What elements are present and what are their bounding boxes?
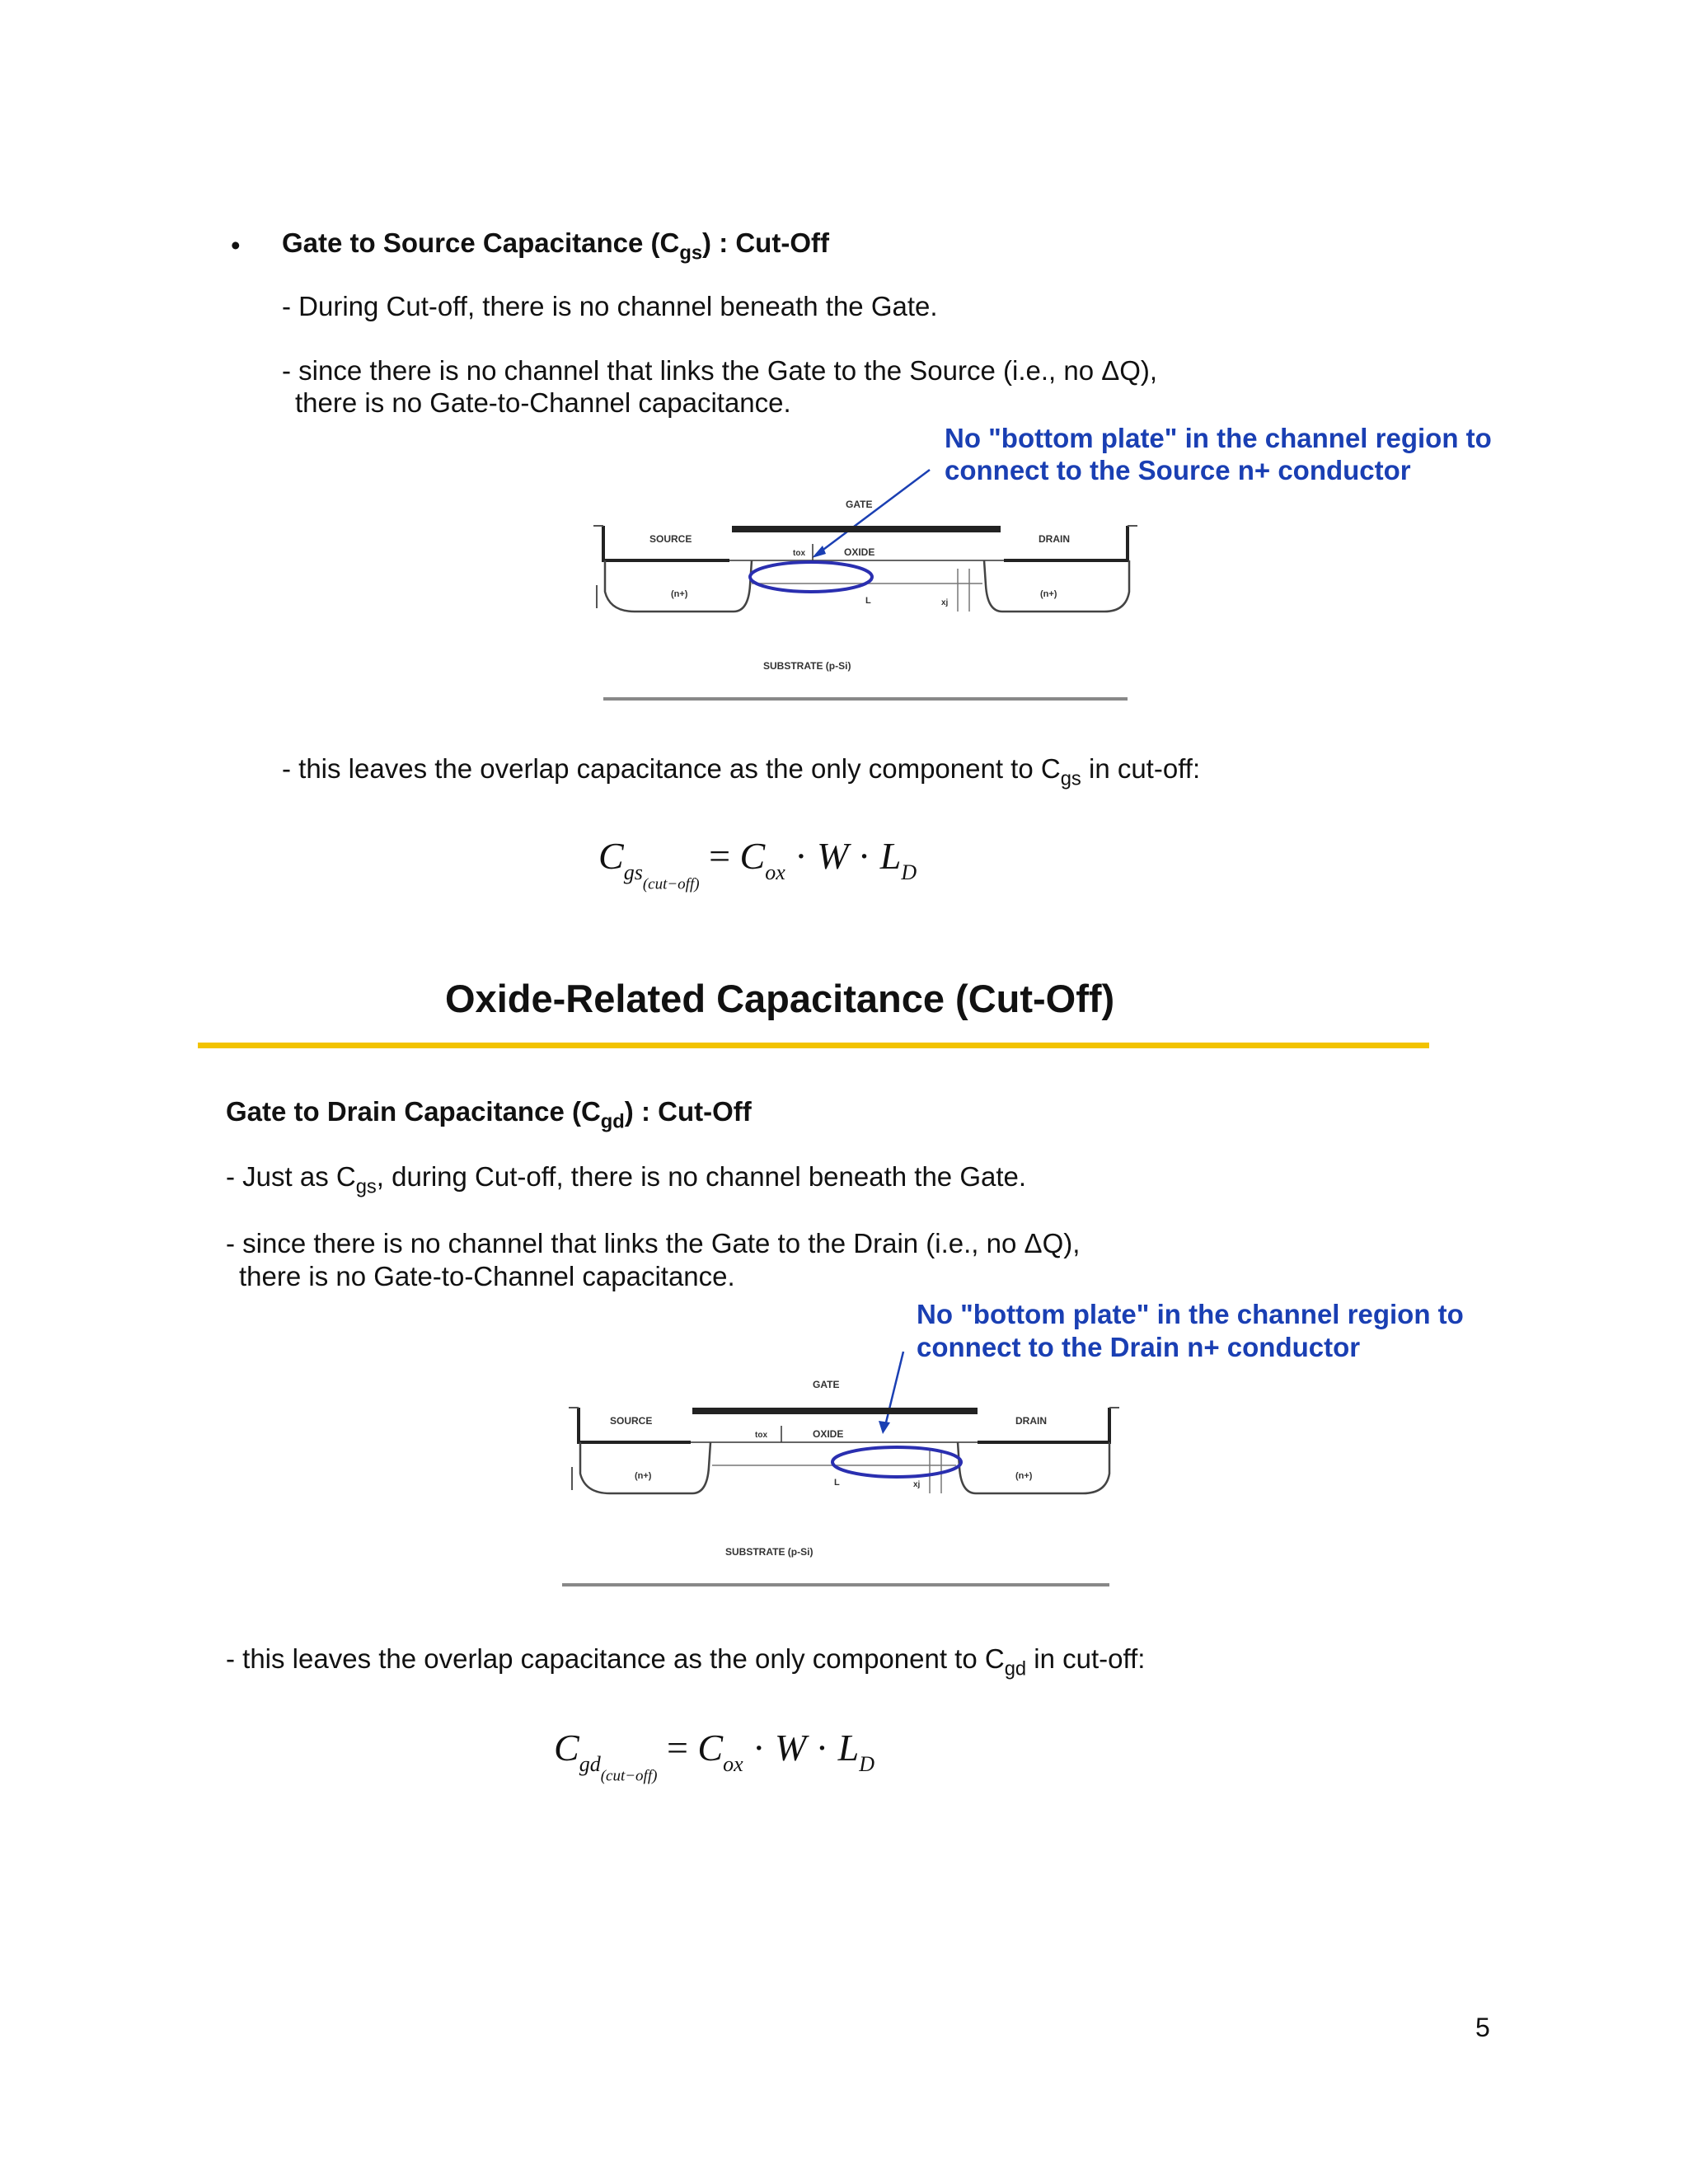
bullet: • — [231, 230, 241, 260]
gate-label: GATE — [813, 1379, 840, 1390]
l-label: L — [834, 1478, 840, 1488]
paragraph-no-link-drain-line2: there is no Gate-to-Channel capacitance. — [239, 1261, 735, 1291]
xj-label: xj — [913, 1480, 921, 1489]
oxide-label: OXIDE — [813, 1428, 844, 1440]
source-label: SOURCE — [649, 533, 692, 545]
slide-heading: Oxide-Related Capacitance (Cut-Off) — [445, 977, 1115, 1020]
paragraph-no-channel: - During Cut-off, there is no channel beneath the Gate. — [282, 291, 938, 321]
l-label: L — [865, 596, 871, 606]
n-plus-left: (n+) — [635, 1471, 652, 1481]
substrate-label: SUBSTRATE (p-Si) — [725, 1546, 814, 1558]
substrate-label: SUBSTRATE (p-Si) — [763, 660, 851, 672]
tox-label: tox — [793, 549, 805, 558]
paragraph-leaves-cgs: - this leaves the overlap capacitance as the only component to $C_{gs}$ in cut-off: — [282, 753, 1201, 790]
paragraph-leaves-cgd: - this leaves the overlap capacitance as the only component to $C_{gd}$ in cut-off: — [226, 1643, 1146, 1680]
paragraph-no-link-line1: - since there is no channel that links the Gate to the Source (i.e., no ΔQ), — [282, 355, 1158, 386]
tox-label: tox — [755, 1431, 767, 1440]
paragraph-just-as-cgs: - Just as $C_{gs}$, during Cut-off, there is no channel beneath the Gate. — [226, 1161, 1027, 1198]
annotation-source-line1: No "bottom plate" in the channel region to — [945, 423, 1492, 453]
annotation-source-line2: connect to the Source n+ conductor — [945, 455, 1411, 485]
section-title-cgd: Gate to Drain Capacitance $(C_{gd})$ : Cut-Off — [226, 1096, 752, 1133]
xj-label: xj — [941, 598, 949, 607]
oxide-label: OXIDE — [844, 546, 875, 558]
page-number: 5 — [1475, 2013, 1490, 2042]
section-title-cgs: Gate to Source Capacitance $(C_{gs})$ : Cut-Off — [282, 227, 829, 265]
annotation-drain-line1: No "bottom plate" in the channel region to — [917, 1299, 1464, 1329]
source-label: SOURCE — [610, 1415, 653, 1427]
drain-label: DRAIN — [1039, 533, 1070, 545]
heading-rule — [198, 1043, 1429, 1048]
drain-label: DRAIN — [1015, 1415, 1047, 1427]
n-plus-right: (n+) — [1040, 589, 1057, 599]
n-plus-right: (n+) — [1015, 1471, 1033, 1481]
formula-cgs-cutoff: $C_{gs(cut-off)} = C_{ox} \cdot W \cdot L_D$ — [598, 835, 917, 893]
gate-label: GATE — [846, 499, 873, 510]
paragraph-no-link-drain-line1: - since there is no channel that links the Gate to the Drain (i.e., no ΔQ), — [226, 1228, 1081, 1258]
mosfet-cross-section-drain — [544, 1343, 1121, 1595]
mosfet-cross-section-source — [577, 462, 1137, 709]
annotation-drain-line2: connect to the Drain n+ conductor — [917, 1332, 1361, 1362]
formula-cgd-cutoff: $C_{gd(cut-off)} = C_{ox} \cdot W \cdot L_D$ — [554, 1727, 874, 1785]
n-plus-left: (n+) — [671, 589, 688, 599]
paragraph-no-link-line2: there is no Gate-to-Channel capacitance. — [295, 387, 791, 418]
